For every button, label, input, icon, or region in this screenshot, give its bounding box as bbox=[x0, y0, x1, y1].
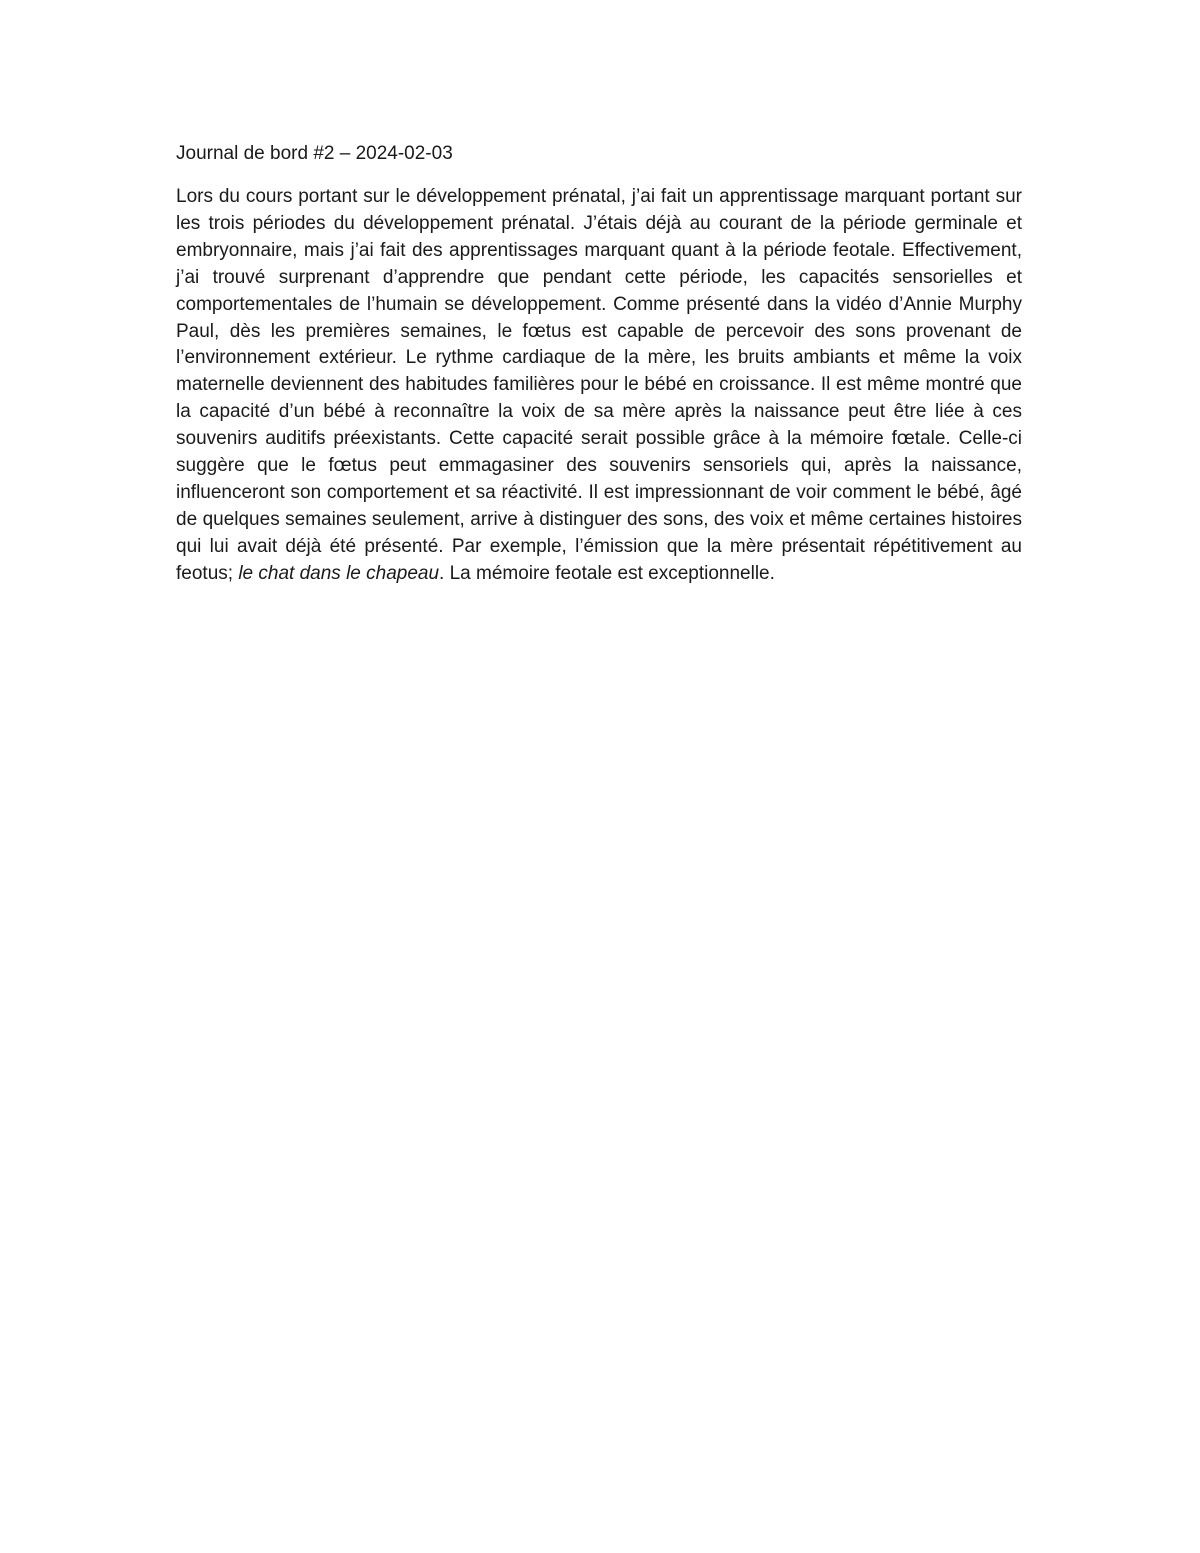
paragraph-text-main: Lors du cours portant sur le développement prénatal, j’ai fait un apprentissage marquant portant sur les trois périodes du développement prénatal. J’étais déjà au courant de la période germinale et embryonnaire, mais j’ai fait des apprentissages marquant quant à la période feotale. Effectivement, j’ai trouvé surprenant d’apprendre que pendant cette période, les capacités sensorielles et comportementales de l’humain se développement. Comme présenté dans la vidéo d’Annie Murphy Paul, dès les premières semaines, le fœtus est capable de percevoir des sons provenant de l’environnement extérieur. Le rythme cardiaque de la mère, les bruits ambiants et même la voix maternelle deviennent des habitudes familières pour le bébé en croissance. Il est même montré que la capacité d’un bébé à reconnaître la voix de sa mère après la naissance peut être liée à ces souvenirs auditifs préexistants. Cette capacité serait possible grâce à la mémoire fœtale. Celle-ci suggère que le fœtus peut emmagasiner des souvenirs sensoriels qui, après la naissance, influenceront son comportement et sa réactivité. Il est impressionnant de voir comment le bébé, âgé de quelques semaines seulement, arrive à distinguer des sons, des voix et même certaines histoires qui lui avait déjà été présenté. Par exemple, l’émission que la mère présentait répétitivement au feotus; bbox=[176, 186, 1022, 584]
paragraph-text-end: . La mémoire feotale est exceptionnelle. bbox=[439, 562, 775, 584]
book-title-italic: le chat dans le chapeau bbox=[238, 562, 440, 584]
journal-paragraph bbox=[176, 184, 1022, 588]
document-content bbox=[176, 141, 1022, 588]
journal-title: Journal de bord #2 – 2024-02-03 bbox=[176, 143, 453, 164]
